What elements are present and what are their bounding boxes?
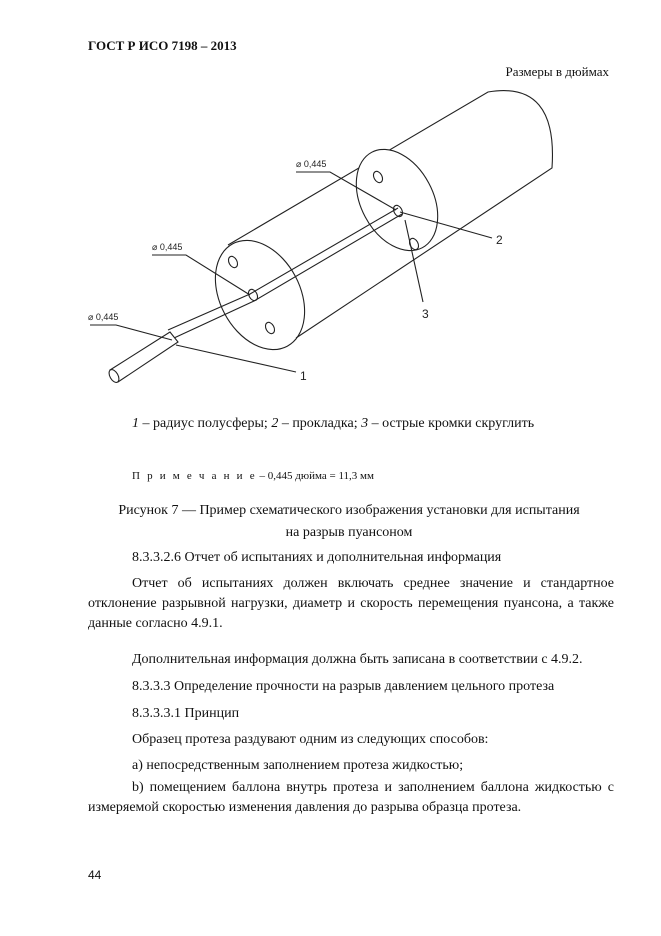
- dim-label-front-hole: ⌀ 0,445: [152, 242, 183, 252]
- section-heading: 8.3.3.2.6 Отчет об испытаниях и дополнительная информация: [132, 550, 502, 565]
- section-heading: 8.3.3.3.1 Принцип: [132, 706, 240, 721]
- units-note: Размеры в дюймах: [505, 64, 609, 79]
- list-item: b) помещением баллона внутрь протеза и заполнением баллона жидкостью с измеряемой скоростью изменения давления до разрыва образца протеза.: [88, 780, 614, 815]
- punch-test-drawing: [60, 80, 620, 400]
- dim-label-punch: ⌀ 0,445: [88, 312, 119, 322]
- document-header: ГОСТ Р ИСО 7198 – 2013: [88, 38, 237, 53]
- figure-note: П р и м е ч а н и е – 0,445 дюйма = 11,3 мм: [132, 470, 374, 482]
- callout-3: 3: [422, 307, 429, 321]
- callout-1: 1: [300, 369, 307, 383]
- paragraph: Образец протеза раздувают одним из следующих способов:: [132, 732, 489, 747]
- spacer-plate: [340, 135, 454, 264]
- figure-title: Рисунок 7 — Пример схематического изображения установки для испытания на разрыв пуансоном: [118, 503, 580, 540]
- paragraph: Дополнительная информация должна быть записана в соответствии с 4.9.2.: [132, 652, 583, 667]
- punch-tip: [110, 332, 178, 382]
- paragraph: Отчет об испытаниях должен включать среднее значение и стандартное отклонение разрывной нагрузки, диаметр и скорость перемещения пуансона, а также данные согласно 4.9.1.: [88, 576, 614, 631]
- list-item: a) непосредственным заполнением протеза жидкостью;: [132, 758, 464, 773]
- dim-label-spacer-hole: ⌀ 0,445: [296, 159, 327, 169]
- callout-2: 2: [496, 233, 503, 247]
- figure-legend: 1 – радиус полусферы; 2 – прокладка; 3 – острые кромки скруглить: [132, 416, 535, 431]
- page-number: 44: [88, 868, 102, 882]
- cylinder-front-face: [197, 225, 322, 365]
- section-heading: 8.3.3.3 Определение прочности на разрыв давлением цельного протеза: [132, 679, 555, 694]
